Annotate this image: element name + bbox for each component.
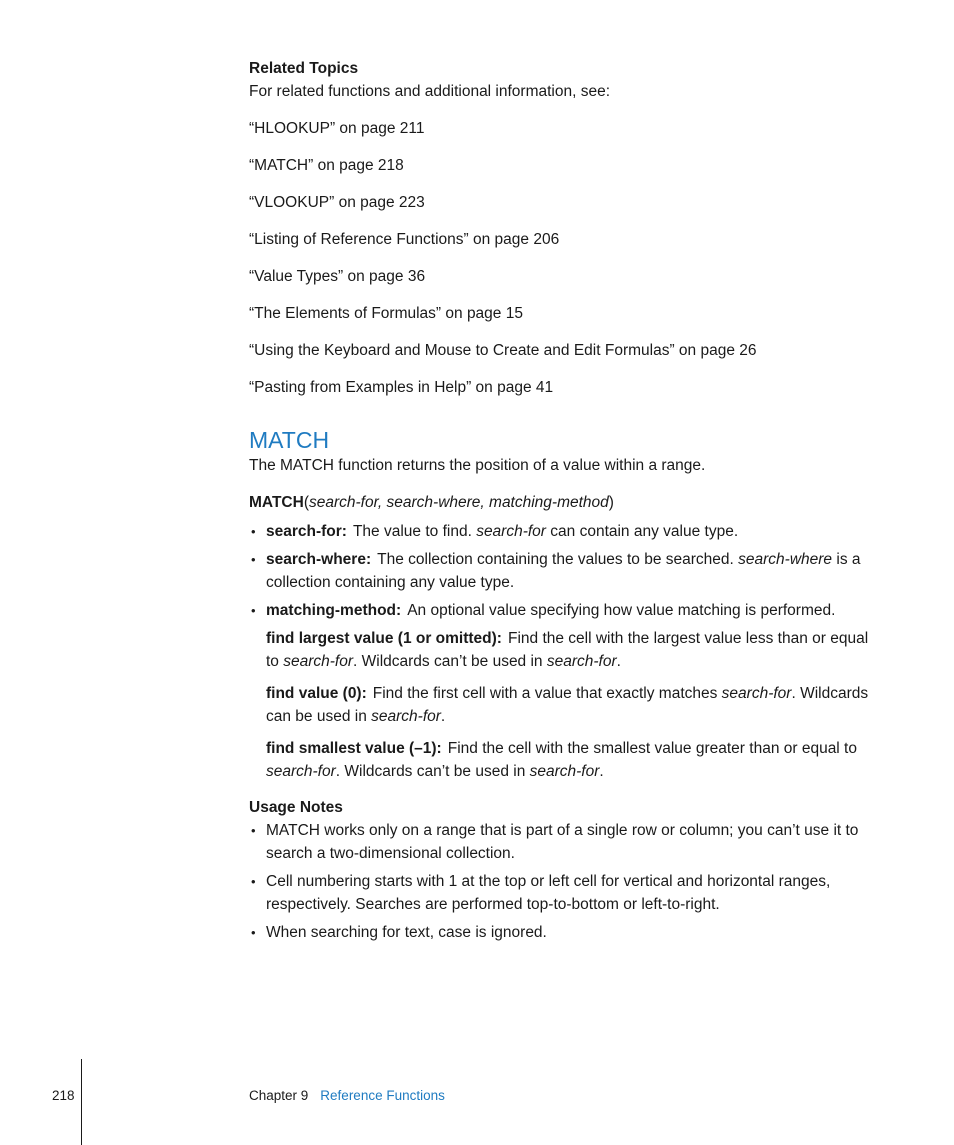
argument-term: matching-method: — [266, 602, 402, 619]
argument-list — [249, 520, 869, 622]
method-text: . — [440, 708, 446, 725]
method-emphasis: search-for — [283, 653, 354, 670]
method-emphasis: search-for — [546, 653, 617, 670]
method-emphasis: search-for — [721, 685, 792, 702]
argument-item — [249, 548, 869, 594]
method-option — [249, 627, 869, 673]
usage-notes-list — [249, 819, 869, 944]
argument-item — [249, 520, 869, 543]
argument-text: An optional value specifying how value matching is performed. — [407, 602, 836, 619]
usage-note: • Cell numbering starts with 1 at the top or left cell for vertical and horizontal ranges, respectively. Searches are performed top-to-bottom or left-to-right. — [249, 870, 869, 916]
page-number: 218 — [52, 1088, 75, 1103]
method-text: Find the cell with the largest value less than or equal to — [266, 630, 869, 670]
syntax-name: MATCH — [249, 494, 304, 511]
method-text: . Wildcards can be used in — [266, 685, 869, 725]
argument-text: The collection containing the values to be searched. — [377, 551, 739, 568]
footer-divider — [81, 1059, 82, 1145]
footer-chapter — [249, 1088, 445, 1103]
argument-text: is a collection containing any value type. — [266, 551, 861, 591]
argument-term: search-where: — [266, 551, 372, 568]
method-text: . Wildcards can’t be used in — [353, 653, 547, 670]
argument-text: The value to find. — [352, 523, 477, 540]
usage-notes-heading: Usage Notes — [249, 799, 343, 816]
method-term: find smallest value (–1): — [266, 740, 442, 757]
argument-term: search-for: — [266, 523, 347, 540]
argument-text: can contain any value type. — [545, 523, 739, 540]
chapter-label: Chapter 9 — [249, 1088, 309, 1103]
page-content — [249, 58, 869, 949]
method-text: . Wildcards can’t be used in — [335, 763, 530, 780]
syntax-open: ( — [303, 494, 309, 511]
function-description: The MATCH function returns the position of a value within a range. — [249, 457, 706, 474]
method-text: Find the first cell with a value that exactly matches — [372, 685, 722, 702]
usage-note: • MATCH works only on a range that is part of a single row or column; you can’t use it to search a two-dimensional collection. — [249, 819, 869, 865]
method-option — [249, 737, 869, 783]
related-link[interactable]: “MATCH” on page 218 — [249, 157, 404, 174]
argument-item — [249, 599, 869, 622]
chapter-title-link[interactable]: Reference Functions — [320, 1088, 445, 1103]
syntax-args: search-for, search-where, matching-method — [308, 494, 609, 511]
related-topics-heading: Related Topics — [249, 60, 359, 77]
method-text: Find the cell with the smallest value greater than or equal to — [447, 740, 857, 757]
related-link[interactable]: “Listing of Reference Functions” on page 206 — [249, 231, 560, 248]
related-link[interactable]: “HLOOKUP” on page 211 — [249, 120, 425, 137]
usage-note: • When searching for text, case is ignored. — [249, 921, 869, 944]
method-term: find largest value (1 or omitted): — [266, 630, 502, 647]
argument-emphasis: search-for — [476, 523, 546, 540]
method-option — [249, 682, 869, 728]
argument-emphasis: search-where — [738, 551, 833, 568]
related-link[interactable]: “VLOOKUP” on page 223 — [249, 194, 425, 211]
related-link[interactable]: “Value Types” on page 36 — [249, 268, 426, 285]
function-syntax — [249, 491, 869, 514]
related-link[interactable]: “Pasting from Examples in Help” on page 41 — [249, 379, 554, 396]
method-text: . — [599, 763, 604, 780]
related-topics-intro: For related functions and additional information, see: — [249, 83, 611, 100]
method-emphasis: search-for — [529, 763, 600, 780]
related-link[interactable]: “The Elements of Formulas” on page 15 — [249, 305, 523, 322]
method-text: . — [616, 653, 621, 670]
method-emphasis: search-for — [371, 708, 441, 725]
syntax-close: ) — [608, 494, 614, 511]
section-title: MATCH — [249, 427, 330, 453]
method-term: find value (0): — [266, 685, 367, 702]
related-link[interactable]: “Using the Keyboard and Mouse to Create and Edit Formulas” on page 26 — [249, 342, 757, 359]
method-emphasis: search-for — [266, 763, 336, 780]
